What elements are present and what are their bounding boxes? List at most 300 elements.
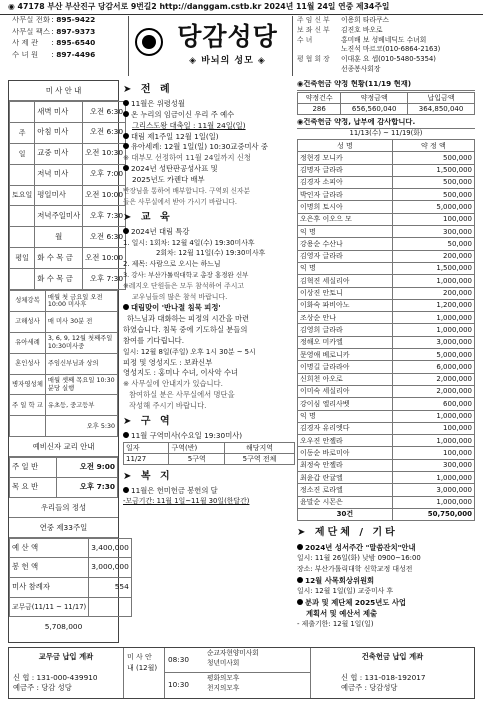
table-row xyxy=(298,398,475,410)
table-cell: 아침 미사 xyxy=(35,122,83,143)
table-cell: 평화의모후 xyxy=(207,674,240,682)
table-cell: 목 요 반 xyxy=(10,477,57,497)
list-item xyxy=(123,164,295,175)
table-cell: 월 xyxy=(35,227,83,248)
table-cell: 매 미사 30분 전 xyxy=(45,311,117,332)
header-bar: ◉ 47178 부산 부산진구 당감서로 9번길2 http://danggam.cstb.kr 2024년 11월 24일 연중 제34주일 xyxy=(0,0,483,15)
table-cell: 이명희 토시아 xyxy=(298,201,393,213)
tithe-account-number: 신 협 : 131-000-439910 xyxy=(13,672,98,682)
table-row xyxy=(298,201,475,213)
table-cell: 1,000,000 xyxy=(392,312,474,324)
table-row xyxy=(10,291,118,312)
table-row xyxy=(298,410,475,422)
contact-label: 사 제 관 xyxy=(12,39,39,48)
table-row xyxy=(10,102,126,123)
table-cell: 화 수 목 금 xyxy=(35,248,83,269)
table-cell: 조상순 안나 xyxy=(298,312,393,324)
section-heading: 전 례 xyxy=(140,84,173,95)
table-cell: 평일미사 xyxy=(35,185,83,206)
staff-role: 수 녀 xyxy=(297,35,313,44)
list-item: 계획서 및 예산서 제출 xyxy=(306,609,378,618)
bullet-icon xyxy=(123,100,129,106)
table-cell: 성체강복 xyxy=(10,291,46,312)
contact-value: 897-9373 xyxy=(56,27,96,36)
table-row xyxy=(10,164,126,185)
thanks-title: ◉건축헌금 약정, 납부에 감사합니다. xyxy=(297,118,475,129)
table-cell: 강용순 수산나 xyxy=(298,238,393,250)
table-cell: 50,000 xyxy=(392,238,474,250)
parish-brand xyxy=(128,16,293,76)
table-cell: 주임신부님과 상의 xyxy=(45,353,117,374)
sacrament-table xyxy=(9,290,118,437)
table-cell xyxy=(10,269,35,290)
list-item: ※ 대부모 선정하여 11월 24일까지 신청 xyxy=(123,153,251,163)
table-cell: 300,000 xyxy=(392,459,474,471)
item-text: 분과 및 제단체 2025년도 사업 xyxy=(305,598,406,607)
table-row xyxy=(298,275,475,287)
table-row xyxy=(298,164,475,176)
table-row xyxy=(10,578,132,598)
bullet-icon xyxy=(123,111,129,117)
list-item xyxy=(297,542,475,553)
table-cell: 2,000,000 xyxy=(392,373,474,385)
table-cell: 혼인성사 xyxy=(10,353,46,374)
table-cell: 봉 헌 액 xyxy=(10,558,89,578)
table-cell: 오전 10:00 xyxy=(83,248,126,269)
mass-table xyxy=(9,101,126,290)
building-fund-column xyxy=(297,80,475,645)
item-text: 2024년 성탄판공성사표 및 xyxy=(131,164,218,174)
list-item: 3. 강사: 부산가톨릭대학교 총장 홍경완 신부 xyxy=(123,271,249,280)
table-cell: 1,000,000 xyxy=(392,472,474,484)
office-contacts: 사무실 전화 : 895-9422 사무실 팩스 : 897-9373 사 제 관 : 895-6540 수 녀 원 : 897-4496 xyxy=(12,16,96,59)
list-item xyxy=(297,575,475,586)
table-cell: 매월 셋째 목요일 10:30 분당 실행 xyxy=(45,374,117,395)
table-cell xyxy=(10,416,46,437)
table-cell: 저녁 미사 xyxy=(35,164,83,185)
section-heading: 교 육 xyxy=(140,211,173,223)
table-cell: 300,000 xyxy=(392,226,474,238)
table-row xyxy=(298,213,475,225)
table-row xyxy=(298,93,475,104)
list-item: 참여하실 분은 사무실에서 명단을 xyxy=(129,390,235,400)
bullet-icon xyxy=(297,544,303,550)
table-cell: 3,000,000 xyxy=(392,336,474,348)
offering-title: 우리들의 정성 xyxy=(9,498,118,518)
table-cell: 50,750,000 xyxy=(392,508,474,520)
contact-value: 895-9422 xyxy=(56,16,96,24)
table-cell: 주 xyxy=(10,122,35,143)
table-cell: 오전 10:30 xyxy=(83,143,126,164)
table-row xyxy=(10,416,118,437)
table-row xyxy=(298,250,475,262)
bullet-icon xyxy=(297,599,303,605)
table-cell: 순교자현양미사회 xyxy=(207,649,259,657)
bullet-icon xyxy=(123,133,129,139)
bullet-icon xyxy=(123,487,129,493)
table-cell: 1,200,000 xyxy=(392,299,474,311)
table-row xyxy=(10,395,118,416)
staff-name: 선종봉사회장 xyxy=(341,64,381,73)
december-mass-duty xyxy=(124,648,311,698)
table-cell: 500,000 xyxy=(392,189,474,201)
table-row xyxy=(298,262,475,274)
list-item: 일시: 12월 1일(일) 교중미사 후 xyxy=(297,587,394,595)
list-item xyxy=(123,431,295,442)
table-row xyxy=(298,484,475,496)
section-heading: 복 지 xyxy=(140,470,173,482)
prep-table xyxy=(9,457,118,497)
table-cell: 익 명 xyxy=(298,410,393,422)
table-cell: 윤말순 시몬은 xyxy=(298,496,393,508)
bullet-icon xyxy=(123,143,129,149)
table-row xyxy=(298,238,475,250)
table-row xyxy=(298,435,475,447)
table-cell: 500,000 xyxy=(392,176,474,188)
table-cell: 김영자 글라라 xyxy=(298,250,393,262)
table-row xyxy=(10,143,126,164)
table-row xyxy=(298,447,475,459)
table-cell: 김경자 소피아 xyxy=(298,176,393,188)
section-district-title xyxy=(123,416,295,428)
list-item: 교우님들의 많은 참석 바랍니다. xyxy=(132,293,228,302)
staff-list xyxy=(297,16,479,75)
list-item: -모금기간: 11월 1일~11월 30일(한달간) xyxy=(123,497,250,506)
footer-accounts xyxy=(8,647,475,699)
offering-week: 연중 제33주일 xyxy=(9,518,118,538)
contact-label: 사무실 팩스 xyxy=(12,27,51,36)
table-cell: 3, 6, 9, 12월 첫째주일 10:30미사중 xyxy=(45,332,117,353)
table-cell: 5,000,000 xyxy=(392,349,474,361)
table-row xyxy=(298,299,475,311)
table-cell: 일 xyxy=(10,143,35,164)
bullet-icon xyxy=(123,304,129,310)
table-cell: 고해성사 xyxy=(10,311,46,332)
list-item: - 제출기한: 12월 1일(일) xyxy=(297,620,374,628)
staff-role: 평 협 회 장 xyxy=(297,55,330,64)
table-row xyxy=(10,458,118,478)
table-cell: 병자영성체 xyxy=(10,374,46,395)
district-table xyxy=(123,442,295,465)
list-item: 2. 제목: 사람으로 오시는 하느님 xyxy=(123,260,221,269)
table-cell: 미사 참례자 xyxy=(10,578,89,598)
list-item: 일시: 11월 26일(화) 낮밤 0900~16:00 xyxy=(297,554,421,562)
building-account-owner: 예금주 : 당감성당 xyxy=(341,683,398,693)
table-cell: 오은후 이오으 모 xyxy=(298,213,393,225)
table-row xyxy=(10,597,132,617)
parish-logo-icon xyxy=(135,28,163,56)
staff-name: 김진호 바오로 xyxy=(341,25,383,34)
table-row xyxy=(10,558,132,578)
table-row xyxy=(298,373,475,385)
item-text: 2024년 성서주간 "말씀잔치"안내 xyxy=(305,543,416,552)
table-cell: 200,000 xyxy=(392,287,474,299)
item-text: 대림 제1주일 12월 1일(일) xyxy=(131,131,219,141)
list-item: 2025년도 카렌다 배부 xyxy=(132,175,205,185)
table-cell: 1,000,000 xyxy=(392,275,474,287)
building-status-table xyxy=(297,92,475,115)
table-cell: 토요일 xyxy=(10,185,35,206)
table-cell: 1,500,000 xyxy=(392,262,474,274)
table-cell xyxy=(10,164,35,185)
table-cell: 교무금(11/11 ~ 11/17) xyxy=(10,597,89,617)
table-row xyxy=(298,287,475,299)
staff-name: 노진석 마르코(010-6864-2163) xyxy=(341,45,441,54)
arrow-icon: ➤ xyxy=(123,84,135,95)
table-cell: 김혁진 세실리아 xyxy=(298,275,393,287)
table-row xyxy=(165,673,310,698)
table-row xyxy=(298,472,475,484)
building-status-title: ◉건축헌금 약정 현황(11/19 현재) xyxy=(297,80,475,91)
table-row xyxy=(298,140,475,152)
donor-total-row xyxy=(298,508,475,520)
list-item: 그리스도왕 대축일 : 11월 24일(일) xyxy=(132,120,246,130)
offering-table xyxy=(9,538,132,618)
bullet-icon xyxy=(297,577,303,583)
duty-label: 미 사 안 내 (12월) xyxy=(127,653,158,672)
list-item: 참여를 기다립니다. xyxy=(123,335,185,345)
contact-label: 수 녀 원 xyxy=(12,50,39,59)
parish-title: 당감성당 xyxy=(177,22,278,51)
table-row xyxy=(298,176,475,188)
list-item xyxy=(123,227,295,238)
section-heading: 제단체 / 기타 xyxy=(314,527,398,539)
table-cell: 1,000,000 xyxy=(392,496,474,508)
table-row xyxy=(124,453,295,464)
table-cell: 정현경 모니카 xyxy=(298,152,393,164)
table-cell: 약 정 액 xyxy=(392,140,474,152)
table-row xyxy=(10,332,118,353)
table-cell: 1,000,000 xyxy=(392,324,474,336)
tithe-account-owner: 예금주 : 당감 성당 xyxy=(13,683,72,693)
item-text: 11월은 헌미헌금 봉헌의 달 xyxy=(131,485,218,495)
prep-title: 예비신자 교리 안내 xyxy=(9,437,118,457)
staff-name: 이용희 타라쿠스 xyxy=(341,16,390,24)
tithe-account xyxy=(9,648,124,698)
table-cell: 오전 6:30 xyxy=(83,122,126,143)
list-item xyxy=(123,486,295,497)
table-cell: 오후 7:00 xyxy=(83,164,126,185)
building-account-title: 건축헌금 납입 계좌 xyxy=(361,652,424,661)
list-item: 반장님을 통하여 배부합니다. 구역외 신자분 xyxy=(123,187,250,196)
center-column xyxy=(123,80,295,646)
table-row xyxy=(10,248,126,269)
table-cell: 주 일 반 xyxy=(10,458,57,478)
list-item: ※레지오 단원들은 모두 참석하여 주시고 xyxy=(123,282,245,291)
table-cell: 6,000,000 xyxy=(392,361,474,373)
table-row xyxy=(10,477,118,497)
list-item xyxy=(123,142,295,153)
section-welfare-title xyxy=(123,471,295,483)
building-account-number: 신 협 : 131-018-192017 xyxy=(341,672,426,682)
table-cell: 김명자 글라라 xyxy=(298,164,393,176)
table-row xyxy=(298,336,475,348)
table-row xyxy=(298,324,475,336)
item-text: 유아세례: 12월 1일(일) 10:30교중미사 중 xyxy=(131,142,268,152)
monthly-total: 5,708,000 xyxy=(44,622,83,632)
table-cell: 교중 미사 xyxy=(35,143,83,164)
table-cell: 10:30 xyxy=(168,680,190,689)
table-cell: 100,000 xyxy=(392,213,474,225)
table-cell: 오후 5:30 xyxy=(45,416,117,437)
table-cell: 천지의모후 xyxy=(207,684,240,692)
contact-value: 897-4496 xyxy=(56,50,96,59)
duty-table xyxy=(164,648,310,698)
list-item: 하였습니다. 침묵 중에 기도하실 분들의 xyxy=(123,324,248,334)
table-row xyxy=(298,385,475,397)
table-cell: 청년미사회 xyxy=(207,659,240,667)
arrow-icon: ➤ xyxy=(123,470,135,482)
list-item: 2회차: 12월 11일(수) 19:30미사후 xyxy=(156,249,266,258)
table-cell: 성 명 xyxy=(298,140,393,152)
table-cell: 문영애 베로니카 xyxy=(298,349,393,361)
list-item xyxy=(123,99,295,110)
table-cell: 익 명 xyxy=(298,262,393,274)
parish-subtitle: ◈ 바뇌의 성모 ◈ xyxy=(189,56,266,66)
table-cell: 364,850,040 xyxy=(408,104,475,115)
list-item: 피정 및 영성지도 : 보좌신부 xyxy=(123,357,213,367)
table-cell: 이동순 바로미아 xyxy=(298,447,393,459)
table-cell: 656,560,040 xyxy=(341,104,408,115)
table-cell: 구역(반) xyxy=(169,442,225,453)
table-cell: 오전 9:00 xyxy=(57,458,118,478)
table-cell: 오전 10:00 xyxy=(83,185,126,206)
bullet-icon xyxy=(123,228,129,234)
table-row xyxy=(124,442,295,453)
table-cell: 3,000,000 xyxy=(89,558,132,578)
table-cell: 유초등, 중고등부 xyxy=(45,395,117,416)
table-row xyxy=(10,206,126,227)
table-cell: 약정금액 xyxy=(341,93,408,104)
table-row xyxy=(298,349,475,361)
table-cell: 이명길 글라라아 xyxy=(298,361,393,373)
staff-role: 주 임 신 부 xyxy=(297,16,330,24)
item-text: 대림맞이 '반나절 침묵 피정' xyxy=(131,303,221,312)
table-cell: 평일 xyxy=(10,248,35,269)
building-account xyxy=(311,648,474,698)
tithe-account-title: 교무금 납입 계좌 xyxy=(38,652,94,661)
table-cell: 김경자 유리엣다 xyxy=(298,422,393,434)
list-item: 장소: 부산가톨릭대학 신학교정 대성전 xyxy=(297,565,413,573)
table-row xyxy=(10,122,126,143)
table-cell: 이미숙 세실리아 xyxy=(298,385,393,397)
contact-label: 사무실 전화 xyxy=(12,16,51,24)
table-row xyxy=(298,226,475,238)
list-item xyxy=(123,132,295,143)
table-cell: 5구역 전체 xyxy=(225,453,295,464)
list-item: 작성해 주시기 바랍니다. xyxy=(129,401,207,411)
table-cell: 정해오 미카엘 xyxy=(298,336,393,348)
arrow-icon: ➤ xyxy=(297,527,309,539)
table-cell: 화 수 목 금 xyxy=(35,269,83,290)
list-item: 영성지도 : 홍미나 수녀, 이사악 수녀 xyxy=(123,368,239,378)
table-cell: 이화숙 파비아노 xyxy=(298,299,393,311)
table-cell: 새벽 미사 xyxy=(35,102,83,123)
table-cell: 5구역 xyxy=(169,453,225,464)
table-cell xyxy=(10,102,35,123)
table-cell: 일자 xyxy=(124,442,169,453)
table-cell: 3,000,000 xyxy=(392,484,474,496)
table-cell xyxy=(10,227,35,248)
table-cell: 저녁주일미사 xyxy=(35,206,83,227)
table-cell: 오전 6:30 xyxy=(83,227,126,248)
donor-table xyxy=(297,139,475,521)
list-item xyxy=(297,597,475,608)
item-text: 11월은 위령성월 xyxy=(131,98,185,108)
list-item: 1. 일시: 1회차: 12월 4일(수) 19:30미사후 xyxy=(123,238,255,247)
table-cell: 200,000 xyxy=(392,250,474,262)
table-row xyxy=(298,152,475,164)
list-item xyxy=(123,110,295,121)
table-row xyxy=(10,185,126,206)
table-cell: 최윤갑 란귤엘 xyxy=(298,472,393,484)
table-cell: 익 명 xyxy=(298,226,393,238)
staff-role: 보 좌 신 부 xyxy=(297,25,330,34)
table-cell: 오우진 안젤라 xyxy=(298,435,393,447)
table-cell: 오후 7:30 xyxy=(83,206,126,227)
table-row xyxy=(298,104,475,115)
staff-name: 이대훈 요 셉(010-5480-5354) xyxy=(341,55,436,64)
table-cell: 납입금액 xyxy=(408,93,475,104)
table-cell: 286 xyxy=(298,104,341,115)
table-cell: 11/27 xyxy=(124,453,169,464)
table-cell: 30건 xyxy=(298,508,393,520)
arrow-icon: ➤ xyxy=(123,211,135,223)
list-item: 하느님과 대화하는 피정의 시간을 마련 xyxy=(127,313,250,323)
staff-name: 홍미배 보 성베네딕도 수녀회 xyxy=(341,35,427,44)
table-row xyxy=(165,648,310,673)
table-row xyxy=(10,353,118,374)
list-item: 들은 사무실에서 받아 가시기 바랍니다. xyxy=(123,197,237,206)
table-cell: 주 일 학 교 xyxy=(10,395,46,416)
table-cell: 오전 6:30 xyxy=(83,102,126,123)
table-cell: 이상진 안토니 xyxy=(298,287,393,299)
table-cell: 오후 7:30 xyxy=(83,269,126,290)
table-cell: 08:30 xyxy=(168,655,190,664)
table-cell: 100,000 xyxy=(392,422,474,434)
table-row xyxy=(10,374,118,395)
donor-period: 11/13(수) ~ 11/19(화) xyxy=(349,129,423,137)
table-row xyxy=(298,361,475,373)
arrow-icon: ➤ xyxy=(123,416,135,428)
table-cell: 최정숙 안젤라 xyxy=(298,459,393,471)
contact-value: 895-6540 xyxy=(56,39,96,48)
section-groups-title xyxy=(297,527,475,539)
table-cell: 박인자 글라라 xyxy=(298,189,393,201)
table-cell: 1,000,000 xyxy=(392,410,474,422)
item-text: 11월 구역미사(수요일 19:30미사) xyxy=(131,430,243,440)
table-cell: 100,000 xyxy=(392,447,474,459)
table-row xyxy=(298,189,475,201)
table-cell: 매월 첫 금요일 오전 10:00 미사후 xyxy=(45,291,117,312)
list-item: 일시: 12월 8일(주일) 오후 1시 30분 ~ 5시 xyxy=(123,347,256,356)
table-cell: 유아세례 xyxy=(10,332,46,353)
table-row xyxy=(10,538,132,558)
table-row xyxy=(10,269,126,290)
table-row xyxy=(298,422,475,434)
table-cell: 600,000 xyxy=(392,398,474,410)
table-row xyxy=(10,311,118,332)
section-heading: 구 역 xyxy=(140,416,173,428)
table-row xyxy=(10,227,126,248)
list-item xyxy=(123,303,295,314)
table-cell xyxy=(10,206,35,227)
table-row xyxy=(298,312,475,324)
table-cell: 예 산 액 xyxy=(10,538,89,558)
table-row xyxy=(298,496,475,508)
table-cell: 약정건수 xyxy=(298,93,341,104)
table-cell: 2,000,000 xyxy=(392,385,474,397)
